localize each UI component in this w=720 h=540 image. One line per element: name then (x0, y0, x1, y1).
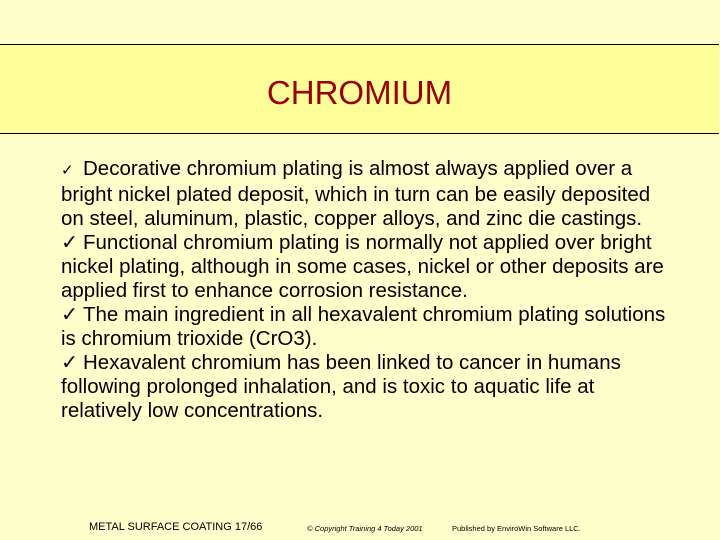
bullet-item (61, 157, 671, 231)
checkmark-icon: ✓ (61, 162, 74, 179)
copyright-text: © Copyright Training 4 Today 2001 (307, 524, 423, 533)
title-bar (0, 44, 719, 134)
bullet-text: The main ingredient in all hexavalent chromium plating solutions is chromium trioxide (CrO3). (61, 303, 666, 350)
bullet-item (61, 351, 671, 423)
publisher-text: Published by EnviroWin Software LLC. (452, 524, 581, 533)
bullet-text: Functional chromium plating is normally not applied over bright nickel plating, although in some cases, nickel or other deposits are applied first to enhance corrosion resistance. (61, 231, 664, 302)
bullet-item (61, 231, 671, 303)
checkmark-icon: ✓ (61, 231, 79, 254)
bullet-text: Hexavalent chromium has been linked to cancer in humans following prolonged inhalation, and is toxic to aquatic life at relatively low concentrations. (61, 351, 621, 422)
bullet-text: Decorative chromium plating is almost always applied over a bright nickel plated deposit, which in turn can be easily deposited on steel, aluminum, plastic, copper alloys, and zinc die castings. (61, 157, 651, 230)
bullet-item (61, 303, 671, 351)
footer (0, 521, 720, 537)
checkmark-icon: ✓ (61, 351, 79, 374)
checkmark-icon: ✓ (61, 303, 79, 326)
course-label: METAL SURFACE COATING 17/66 (89, 521, 263, 533)
slide-title: CHROMIUM (266, 74, 453, 111)
bullet-list (61, 157, 671, 423)
